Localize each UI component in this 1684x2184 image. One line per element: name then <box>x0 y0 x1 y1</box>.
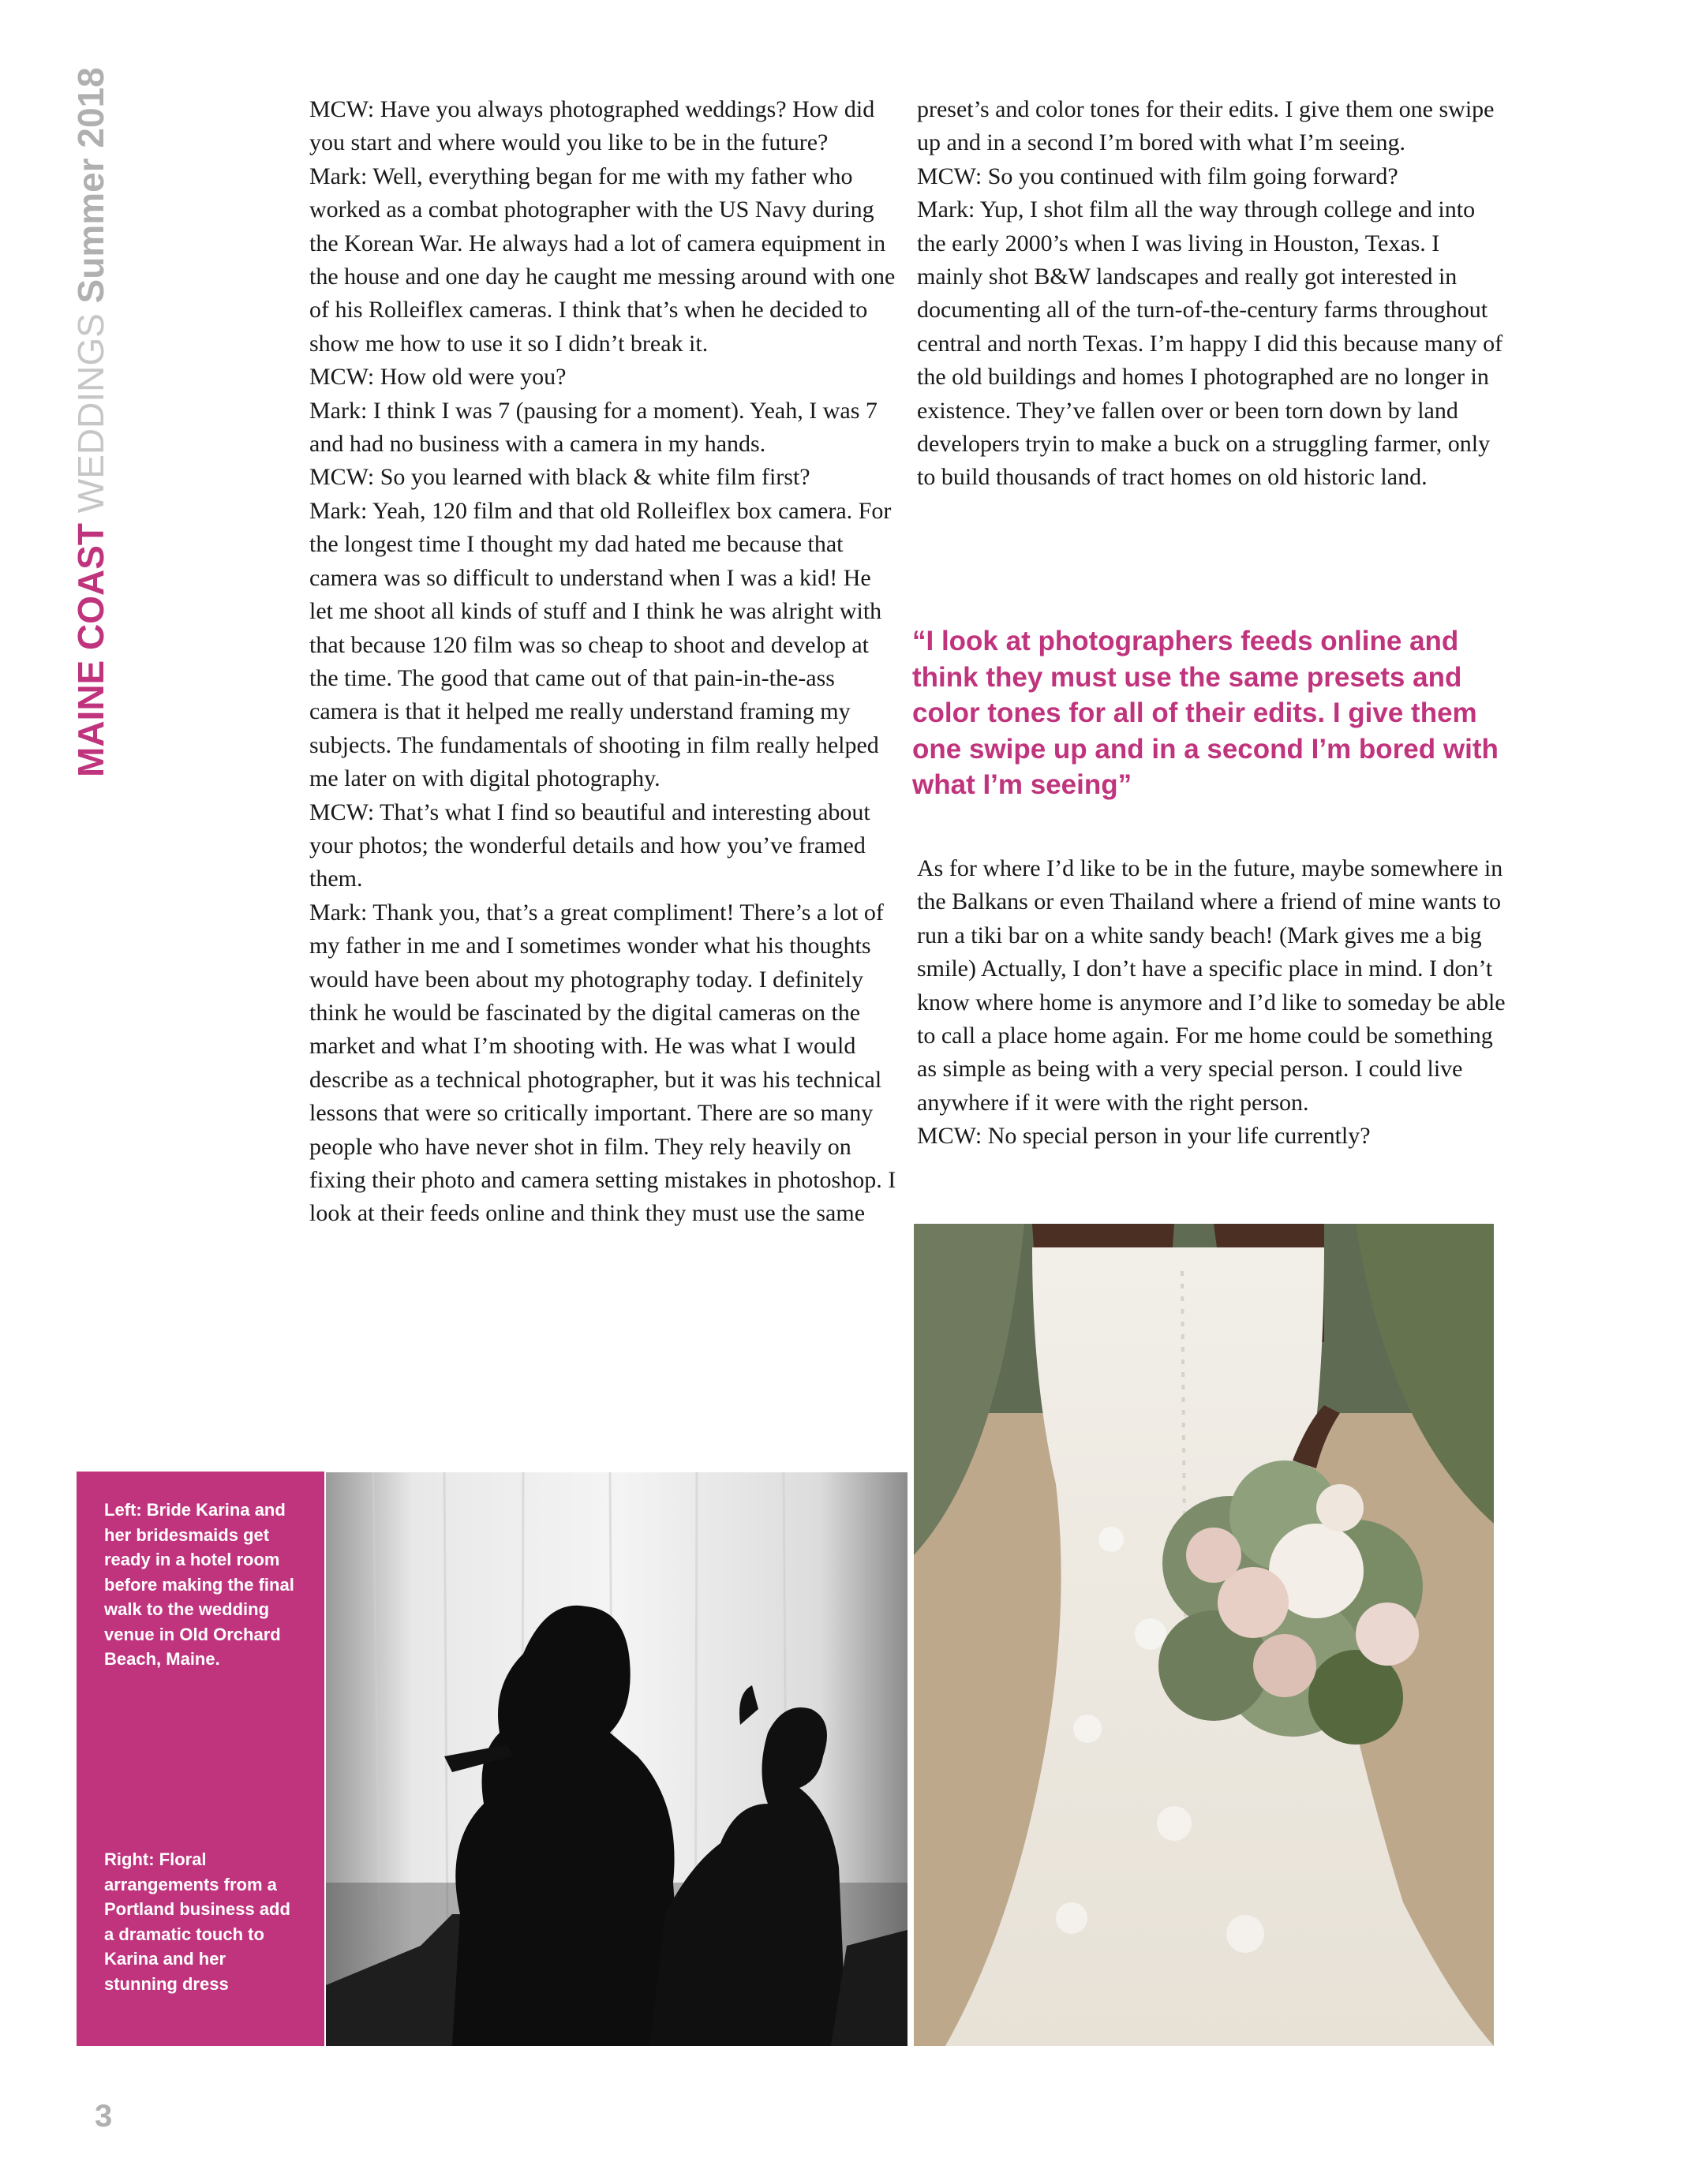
caption-left-photo: Left: Bride Karina and her bridesmaids get ready in a hotel room before making the final walk to the wedding venue in Old Orchard Beach, Maine. <box>104 1500 294 1669</box>
bride-dress-image <box>914 1224 1494 2046</box>
bridesmaids-silhouette-image <box>326 1472 907 2046</box>
paragraph: Mark: Yup, I shot film all the way through college and into the early 2000’s when I was living in Houston, Texas. I mainly shot B&W landscapes and really got interested in documenting all of the turn-of-the-century farms throughout central and north Texas. I’m happy I did this because many of the old buildings and homes I photographed are no longer in existence. They’ve fallen over or been torn down by land developers tryin to make a buck on a struggling farmer, only to build thousands of tract homes on old historic land. <box>917 196 1503 491</box>
paragraph: MCW: Have you always photographed weddings? How did you start and where would you like to be in the future? <box>309 96 875 156</box>
masthead-issue: Summer 2018 <box>70 67 111 314</box>
paragraph: MCW: So you continued with film going forward? <box>917 163 1398 189</box>
caption-right-photo: Right: Floral arrangements from a Portland business add a dramatic touch to Karina and her stunning dress <box>104 1849 290 1994</box>
masthead-subtitle: WEDDINGS <box>70 313 111 523</box>
paragraph: Mark: Thank you, that’s a great compliment! There’s a lot of my father in me and I sometimes wonder what his thoughts would have been about my photography today. I definitely think he would be fascinated by the digital cameras on the market and what I’m shooting with. He was what I would describe as a technical photographer, but it was his technical lessons that were so critically important. There are so many people who have never shot in film. They rely heavily on fixing their photo and camera setting mistakes in photoshop. I look at their feeds online and think they must use the same <box>309 899 896 1227</box>
paragraph: preset’s and color tones for their edits. I give them one swipe up and in a second I’m bored with what I’m seeing. <box>917 96 1495 156</box>
interview-column-right-top <box>917 93 1509 495</box>
paragraph: Mark: Well, everything began for me with my father who worked as a combat photographer with the US Navy during the Korean War. He always had a lot of camera equipment in the house and one day he caught me messing around with one of his Rolleiflex cameras. I think that’s when he decided to show me how to use it so I didn’t break it. <box>309 163 896 357</box>
interview-column-right-bottom <box>917 852 1509 1154</box>
paragraph: As for where I’d like to be in the future, maybe somewhere in the Balkans or even Thailand where a friend of mine wants to run a tiki bar on a white sandy beach! (Mark gives me a big smile) Actually, I don’t have a specific place in mind. I don’t know where home is anymore and I’d like to someday be able to call a place home again. For me home could be something as simple as being with a very special person. I could live anywhere if it were with the right person. <box>917 855 1506 1116</box>
paragraph: MCW: How old were you? <box>309 364 567 391</box>
bridesmaids-photo <box>326 1472 907 2046</box>
masthead <box>70 67 111 777</box>
masthead-title: MAINE COAST <box>70 523 111 777</box>
paragraph: MCW: That’s what I find so beautiful and interesting about your photos; the wonderful details and how you’ve framed them. <box>309 798 870 892</box>
paragraph: Mark: Yeah, 120 film and that old Rolleiflex box camera. For the longest time I thought my dad hated me because that camera was so difficult to understand when I was a kid! He let me shoot all kinds of stuff and I think he was alright with that because 120 film was so cheap to shoot and develop at the time. The good that came out of that pain-in-the-ass camera is that it helped me really understand framing my subjects. The fundamentals of shooting in film really helped me later on with digital photography. <box>309 497 892 792</box>
paragraph: MCW: No special person in your life currently? <box>917 1123 1371 1150</box>
page-number: 3 <box>95 2099 113 2134</box>
paragraph: Mark: I think I was 7 (pausing for a moment). Yeah, I was 7 and had no business with a camera in my hands. <box>309 397 878 458</box>
pull-quote: “I look at photographers feeds online and think they must use the same presets and color tones for all of their edits. I give them one swipe up and in a second I’m bored with what I’m seeing” <box>912 626 1499 800</box>
interview-column-left <box>309 93 898 1231</box>
bride-dress-bouquet-photo <box>914 1224 1494 2046</box>
paragraph: MCW: So you learned with black & white film first? <box>309 464 810 491</box>
